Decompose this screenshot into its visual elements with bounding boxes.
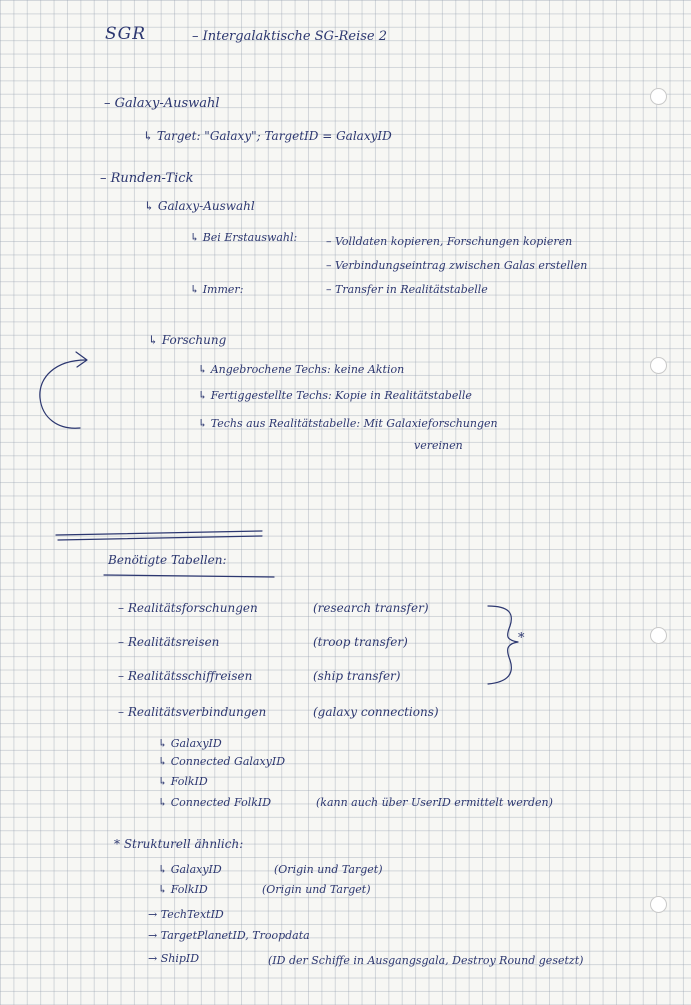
forschung-line: ↳ Forschung	[148, 333, 227, 347]
brace-asterisk: *	[518, 631, 525, 646]
vereinen-line: vereinen	[414, 439, 463, 452]
table-realitaetsforschungen: – Realitätsforschungen	[118, 601, 258, 615]
field-s-galaxy-id: ↳ GalaxyID	[158, 863, 222, 876]
field-target-planet: → TargetPlanetID, Troopdata	[148, 929, 310, 942]
field-tech-text-id: → TechTextID	[148, 908, 224, 921]
note-research-transfer: (research transfer)	[313, 601, 429, 615]
note-galaxy-connections: (galaxy connections)	[313, 705, 439, 719]
loop-arrow	[40, 360, 86, 428]
note-troop-transfer: (troop transfer)	[313, 635, 408, 649]
angebrochene-line: ↳ Angebrochene Techs: keine Aktion	[198, 363, 405, 376]
verbindungseintrag-line: – Verbindungseintrag zwischen Galas erstellen	[326, 259, 588, 272]
table-realitaetsverbindungen: – Realitätsverbindungen	[118, 705, 267, 719]
separator-rule	[56, 531, 262, 535]
heading-underline	[104, 575, 274, 577]
field-connected-galaxy-id: ↳ Connected GalaxyID	[158, 755, 286, 768]
field-galaxy-id: ↳ GalaxyID	[158, 737, 222, 750]
heading-strukturell-aehnlich: * Strukturell ähnlich:	[114, 837, 244, 851]
field-connected-folk-id: ↳ Connected FolkID	[158, 796, 272, 809]
title-sgr: SGR	[105, 24, 147, 44]
heading-benoetigte-tabellen: Benötigte Tabellen:	[108, 553, 227, 567]
note-s-folk: (Origin und Target)	[262, 883, 371, 896]
curly-brace	[488, 606, 518, 684]
table-realitaetsschiffreisen: – Realitätsschiffreisen	[118, 669, 253, 683]
separator-rule	[58, 536, 262, 540]
techs-aus-line: ↳ Techs aus Realitätstabelle: Mit Galaxieforschungen	[198, 417, 498, 430]
immer-line: ↳ Immer:	[190, 283, 244, 296]
fertiggestellte-line: ↳ Fertiggestellte Techs: Kopie in Realitätstabelle	[198, 389, 472, 402]
title-subtitle: – Intergalaktische SG-Reise 2	[192, 29, 387, 44]
field-s-folk-id: ↳ FolkID	[158, 883, 208, 896]
heading-runden-tick: – Runden-Tick	[100, 171, 194, 186]
note-connected-folk: (kann auch über UserID ermittelt werden)	[316, 796, 553, 809]
tick-galaxy-auswahl: ↳ Galaxy-Auswahl	[144, 199, 255, 213]
note-ship-transfer: (ship transfer)	[313, 669, 401, 683]
volldaten-line: – Volldaten kopieren, Forschungen kopieren	[326, 235, 573, 248]
target-line: ↳ Target: "Galaxy"; TargetID = GalaxyID	[143, 129, 392, 143]
field-ship-id: → ShipID	[148, 952, 200, 965]
transfer-line: – Transfer in Realitätstabelle	[326, 283, 488, 296]
field-folk-id: ↳ FolkID	[158, 775, 208, 788]
note-s-galaxy: (Origin und Target)	[274, 863, 383, 876]
bei-erstauswahl: ↳ Bei Erstauswahl:	[190, 231, 298, 244]
table-realitaetsreisen: – Realitätsreisen	[118, 635, 220, 649]
note-ship-id: (ID der Schiffe in Ausgangsgala, Destroy Round gesetzt)	[268, 954, 584, 967]
heading-galaxy-auswahl: – Galaxy-Auswahl	[104, 96, 220, 111]
loop-arrow-head	[76, 352, 87, 367]
